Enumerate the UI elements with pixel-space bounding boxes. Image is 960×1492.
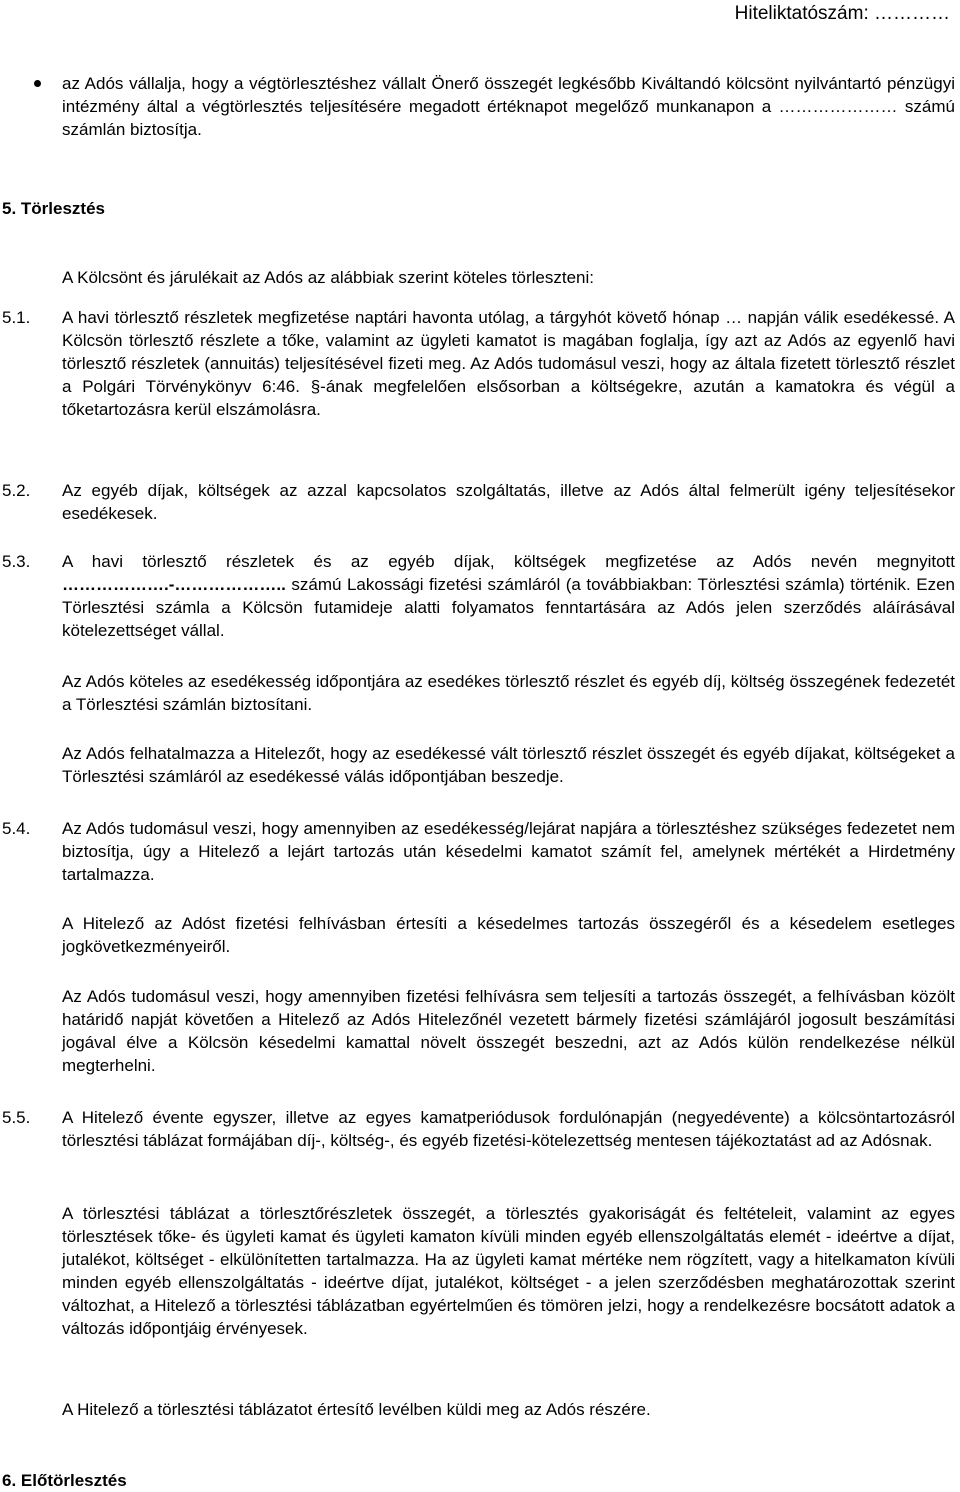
clause-5-3-p1-suffix: számú Lakossági fizetési számláról (a továbbiakban: Törlesztési számla) történik. Ezen Törlesztési számla a Kölcsön futamideje alatti folyamatos fenntartására az Adós jelen szerződés aláírásával kötelezettséget vállal.	[62, 575, 955, 640]
clause-5-3-paragraph-1	[62, 550, 955, 642]
clause-5-4-paragraph-1: Az Adós tudomásul veszi, hogy amennyiben az esedékesség/lejárat napjára a törlesztéshez szükséges fedezetet nem biztosítja, úgy a Hitelező a lejárt tartozás után késedelmi kamatot számít fel, amelynek mértékét a Hirdetmény tartalmazza.	[62, 819, 955, 884]
clause-5-3-number: 5.3.	[2, 552, 31, 571]
clause-5-5-paragraph-3: A Hitelező a törlesztési táblázatot értesítő levélben küldi meg az Adós részére.	[62, 1400, 651, 1419]
section-5-intro: A Kölcsönt és járulékait az Adós az alábbiak szerint köteles törleszteni:	[62, 268, 595, 287]
section-5-title: 5. Törlesztés	[2, 199, 105, 218]
clause-5-4-number: 5.4.	[2, 819, 31, 838]
bullet-icon	[34, 80, 41, 87]
clause-5-3-p1-prefix: A havi törlesztő részletek és az egyéb díjak, költségek megfizetése az Adós nevén megnyitott	[62, 552, 955, 571]
clause-5-4-paragraph-3: Az Adós tudomásul veszi, hogy amennyiben fizetési felhívásra sem teljesíti a tartozás összegét, a felhívásban közölt határidő napját követően a Hitelező az Adós Hitelezőnél vezetett bármely fizetési számlájáról jogosult beszámítási jogával élve a Kölcsön késedelmi kamattal növelt összegét beszedni, azt az Adós külön rendelkezése nélkül megterhelni.	[62, 987, 955, 1075]
clause-5-2-number: 5.2.	[2, 481, 31, 500]
clause-5-4-paragraph-2: A Hitelező az Adóst fizetési felhívásban értesíti a késedelmes tartozás összegéről és a késedelem esetleges jogkövetkezményeiről.	[62, 914, 955, 956]
clause-5-1-number: 5.1.	[2, 308, 31, 327]
clause-5-5-paragraph-1: A Hitelező évente egyszer, illetve az egyes kamatperiódusok fordulónapján (negyedévente) a kölcsöntartozásról törlesztési táblázat formájában díj-, költség-, és egyéb fizetési-kötelezettség mentesen tájékoztatást ad az Adósnak.	[62, 1108, 955, 1150]
section-6-title: 6. Előtörlesztés	[2, 1471, 127, 1490]
clause-5-2-text: Az egyéb díjak, költségek az azzal kapcsolatos szolgáltatás, illetve az Adós által felmerült igény teljesítésekor esedékesek.	[62, 481, 955, 523]
clause-5-1-text: A havi törlesztő részletek megfizetése naptári havonta utólag, a tárgyhót követő hónap … napján válik esedékessé. A Kölcsön törlesztő részlete a tőke, valamint az ügyleti kamatot is magában foglalja, így azt az Adós az egyenlő havi törlesztő részletek (annuitás) teljesítésével fizeti meg. Az Adós tudomásul veszi, hogy az általa fizetett törlesztő részlet a Polgári Törvénykönyv 6:46. §-ának megfelelően elsősorban a költségekre, azután a kamatokra és végül a tőketartozásra kerül elszámolásra.	[62, 308, 955, 419]
account-number-placeholder: ……………….-………………..	[62, 575, 286, 594]
document-header-loan-id: Hiteliktatószám: …………	[734, 3, 950, 24]
clause-5-3-paragraph-2: Az Adós köteles az esedékesség időpontjára az esedékes törlesztő részlet és egyéb díj, költség összegének fedezetét a Törlesztési számlán biztosítani.	[62, 672, 955, 714]
clause-5-3-paragraph-3: Az Adós felhatalmazza a Hitelezőt, hogy az esedékessé vált törlesztő részlet összegét és egyéb díjakat, költségeket a Törlesztési számláról az esedékessé válás időpontjában beszedje.	[62, 744, 955, 786]
bullet-paragraph: az Adós vállalja, hogy a végtörlesztéshez vállalt Önerő összegét legkésőbb Kiváltandó kölcsönt nyilvántartó pénzügyi intézmény által a végtörlesztés teljesítésére megadott értéknapot megelőző munkanapon a ………………… számú számlán biztosítja.	[62, 74, 955, 139]
clause-5-5-number: 5.5.	[2, 1108, 31, 1127]
clause-5-5-paragraph-2: A törlesztési táblázat a törlesztőrészletek összegét, a törlesztés gyakoriságát és feltételeit, valamint az egyes törlesztések tőke- és ügyleti kamat és ügyleti kamaton kívüli minden egyéb ellenszolgáltatás elemét - ideértve a díjat, jutalékot, költséget - elkülönítetten tartalmazza. Ha az ügyleti kamat mértéke nem rögzített, vagy a hitelkamaton kívüli minden egyéb ellenszolgáltatás - ideértve díjat, jutalékot, költséget - a jelen szerződésben meghatározottak szerint változhat, a Hitelező a törlesztési táblázatban egyértelműen és tömören jelzi, hogy a rendelkezésre bocsátott adatok a változás időpontjáig érvényesek.	[62, 1204, 955, 1338]
